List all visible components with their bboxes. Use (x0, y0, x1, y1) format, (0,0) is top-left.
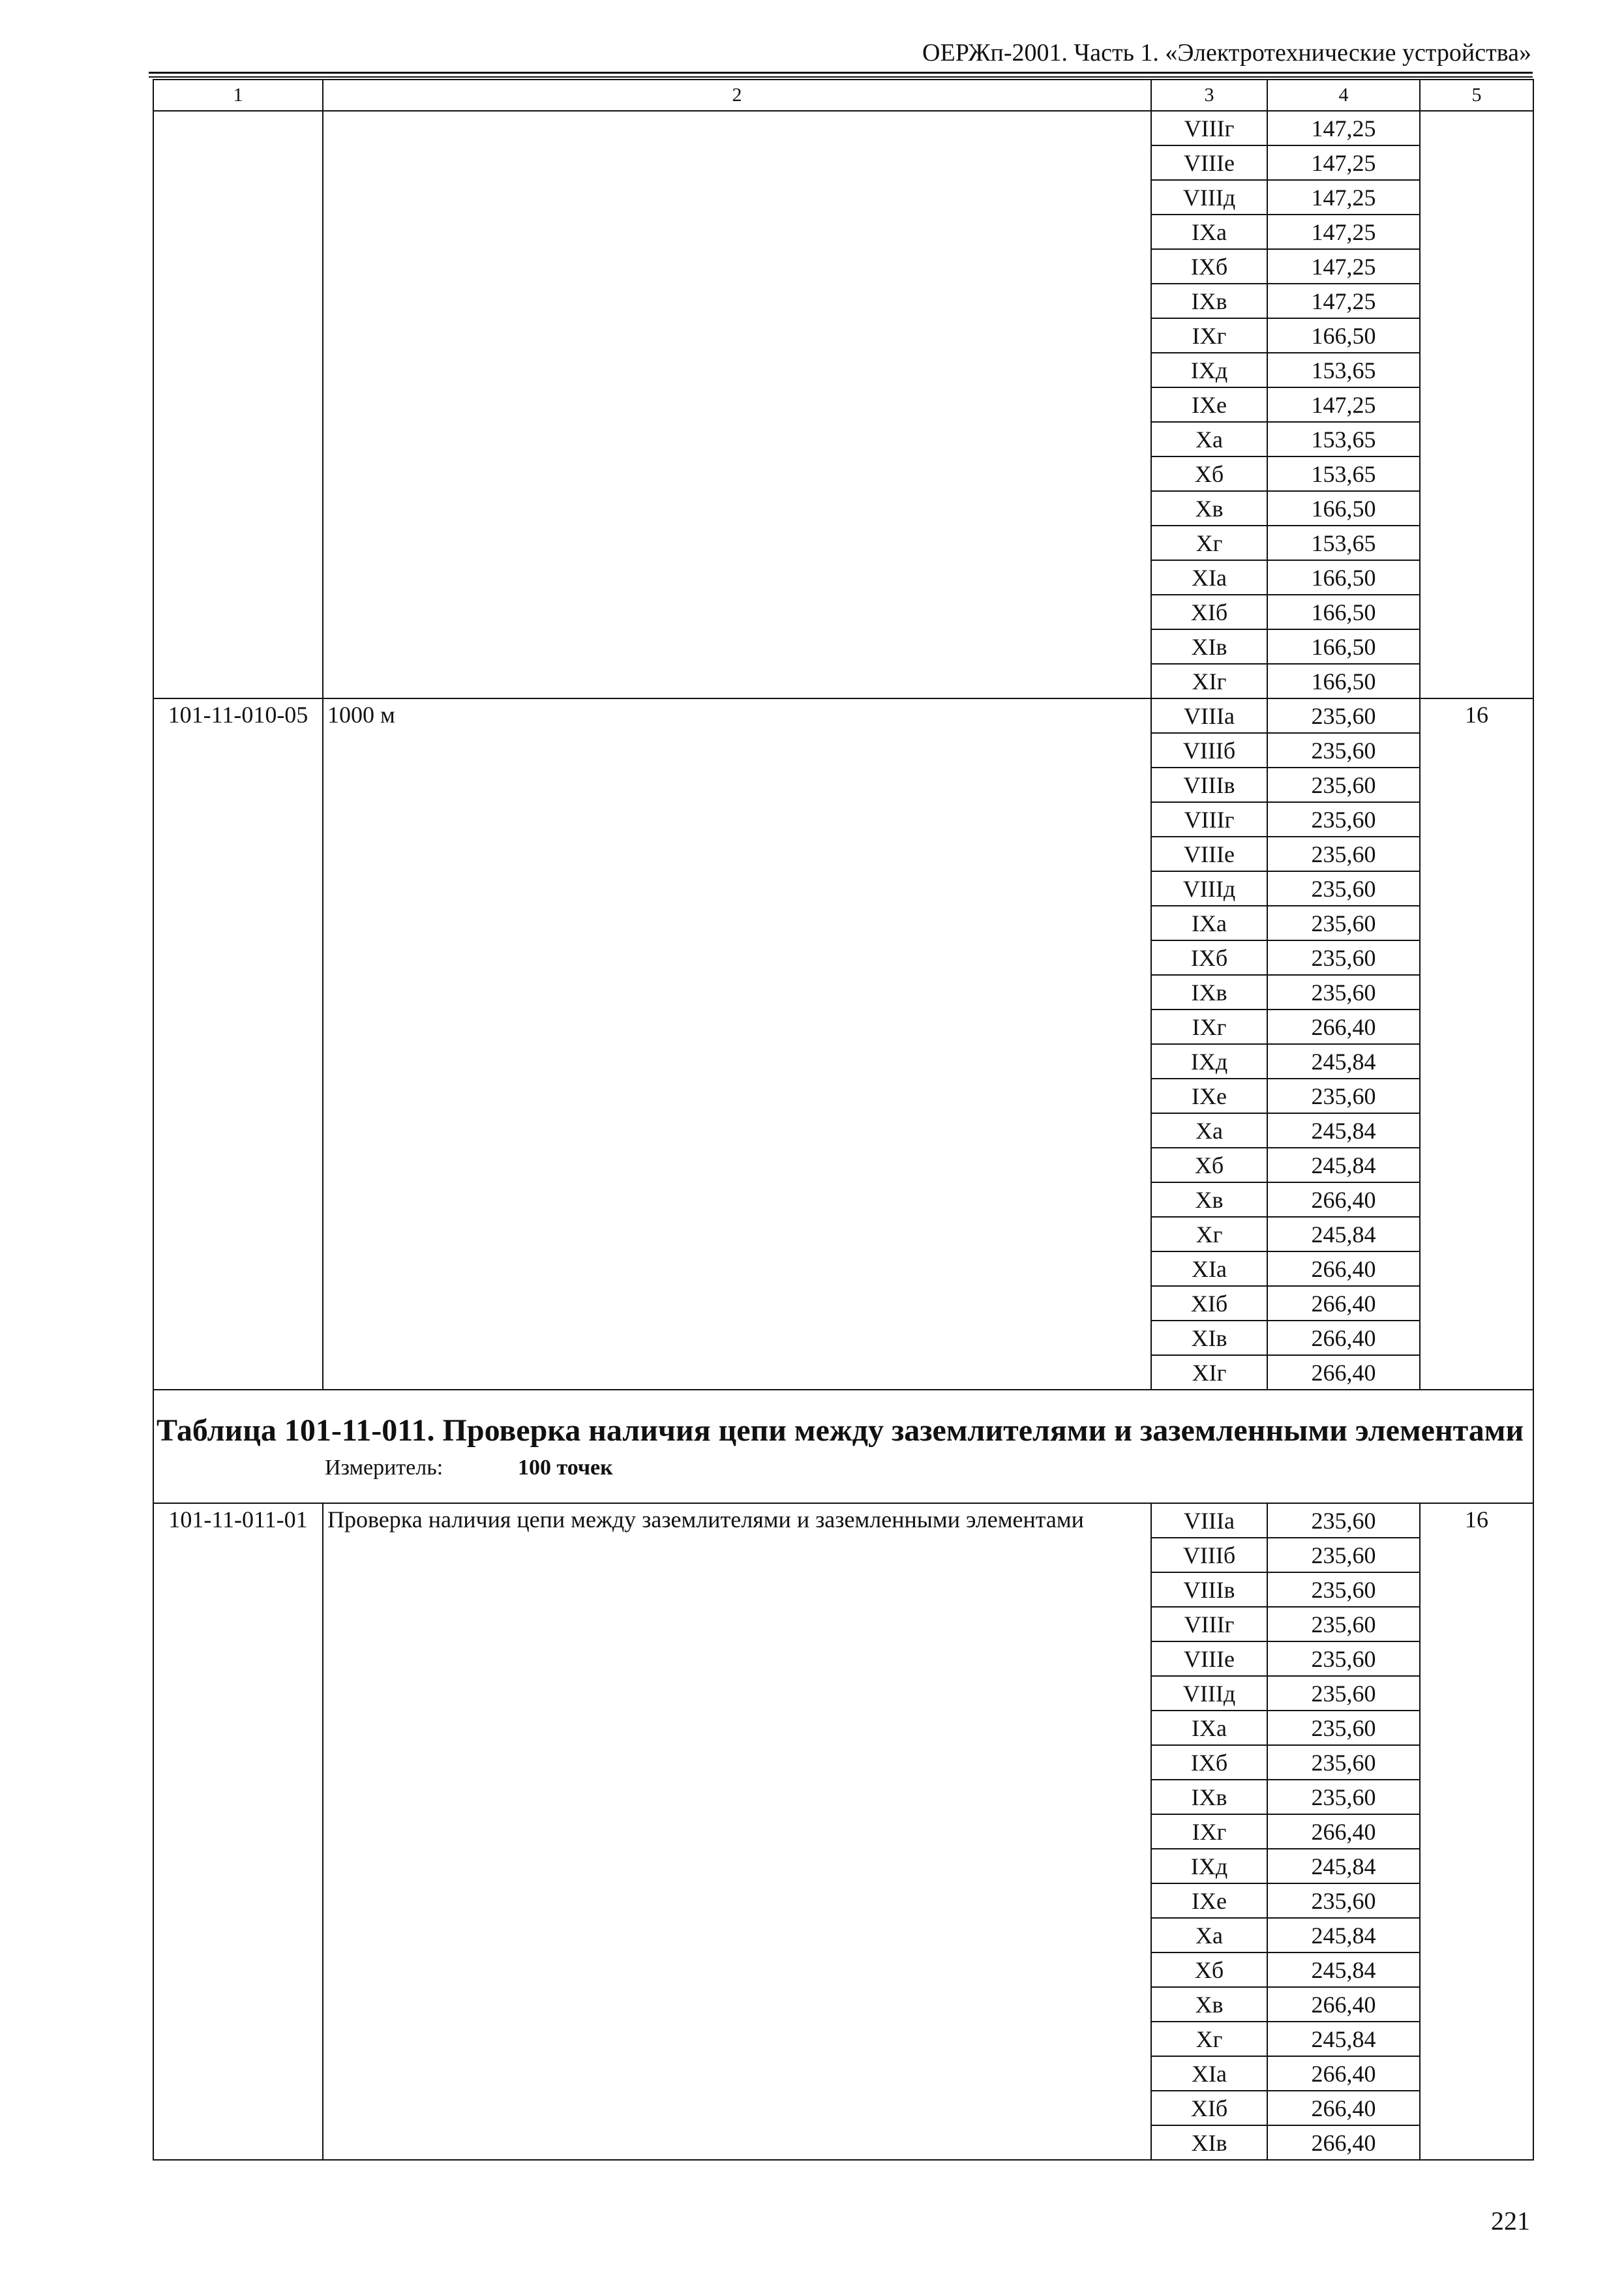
region-code: XIб (1151, 2091, 1267, 2125)
rate-value: 235,60 (1267, 1676, 1420, 1711)
table-title-cell (153, 1390, 1533, 1503)
work-description (323, 111, 1151, 698)
rate-value: 235,60 (1267, 1079, 1420, 1113)
region-code: XIг (1151, 1355, 1267, 1390)
rate-value: 235,60 (1267, 1503, 1420, 1538)
running-header: ОЕРЖп-2001. Часть 1. «Электротехнические устройства» (922, 39, 1531, 67)
rate-value: 235,60 (1267, 1607, 1420, 1641)
rate-value: 235,60 (1267, 1745, 1420, 1780)
region-code: IXа (1151, 1711, 1267, 1745)
rate-value: 166,50 (1267, 491, 1420, 526)
table-title: Таблица 101-11-011. Проверка наличия цепи между заземлителями и заземленными элементами (157, 1413, 1524, 1448)
table-title-row (153, 1390, 1533, 1503)
work-description: 1000 м (323, 698, 1151, 1390)
column-number-row (153, 80, 1533, 111)
region-code: VIIIд (1151, 871, 1267, 906)
rate-value: 266,40 (1267, 1010, 1420, 1044)
region-code: IXе (1151, 1883, 1267, 1918)
region-code: IXа (1151, 906, 1267, 940)
rate-value: 147,25 (1267, 145, 1420, 180)
rate-value: 235,60 (1267, 1883, 1420, 1918)
column-number: 4 (1267, 80, 1420, 111)
rate-value: 245,84 (1267, 2022, 1420, 2056)
region-code: XIа (1151, 1251, 1267, 1286)
rate-value: 266,40 (1267, 1814, 1420, 1849)
region-code: Xг (1151, 1217, 1267, 1251)
region-code: XIг (1151, 664, 1267, 698)
region-code: Xа (1151, 422, 1267, 456)
column-number: 5 (1420, 80, 1533, 111)
rate-value: 235,60 (1267, 837, 1420, 871)
rate-value: 235,60 (1267, 1780, 1420, 1814)
region-code: Xв (1151, 491, 1267, 526)
region-code: IXб (1151, 940, 1267, 975)
rate-value: 166,50 (1267, 664, 1420, 698)
measure-row (154, 1449, 1533, 1484)
region-code: IXд (1151, 1849, 1267, 1883)
table-row (153, 111, 1533, 145)
region-code: XIб (1151, 1286, 1267, 1321)
region-code: XIв (1151, 2125, 1267, 2160)
region-code: IXд (1151, 1044, 1267, 1079)
region-code: VIIIв (1151, 1572, 1267, 1607)
region-code: XIб (1151, 595, 1267, 629)
region-code: Xв (1151, 1987, 1267, 2022)
rate-value: 153,65 (1267, 422, 1420, 456)
region-code: XIа (1151, 2056, 1267, 2091)
region-code: IXд (1151, 353, 1267, 387)
rate-value: 266,40 (1267, 2091, 1420, 2125)
rate-code: 101-11-010-05 (153, 698, 323, 1390)
rate-value: 147,25 (1267, 387, 1420, 422)
rate-value: 235,60 (1267, 802, 1420, 837)
region-code: IXг (1151, 1814, 1267, 1849)
extra-column-value: 16 (1420, 1503, 1533, 2160)
rate-value: 245,84 (1267, 1918, 1420, 1952)
region-code: Xг (1151, 2022, 1267, 2056)
extra-column-value (1420, 111, 1533, 698)
region-code: VIIIд (1151, 180, 1267, 215)
header-rule (149, 72, 1533, 74)
region-code: XIа (1151, 560, 1267, 595)
region-code: IXб (1151, 249, 1267, 284)
region-code: XIв (1151, 1321, 1267, 1355)
rate-value: 147,25 (1267, 180, 1420, 215)
rates-table (153, 79, 1534, 2161)
page-number: 221 (1491, 2206, 1530, 2236)
region-code: VIIIб (1151, 1538, 1267, 1572)
rate-value: 245,84 (1267, 1044, 1420, 1079)
rate-value: 235,60 (1267, 733, 1420, 768)
region-code: VIIIд (1151, 1676, 1267, 1711)
region-code: VIIIг (1151, 802, 1267, 837)
region-code: Xб (1151, 1148, 1267, 1182)
region-code: Xа (1151, 1918, 1267, 1952)
rate-value: 235,60 (1267, 1641, 1420, 1676)
rate-value: 266,40 (1267, 1987, 1420, 2022)
rate-value: 235,60 (1267, 871, 1420, 906)
region-code: Xв (1151, 1182, 1267, 1217)
region-code: VIIIг (1151, 111, 1267, 145)
region-code: IXв (1151, 1780, 1267, 1814)
work-description: Проверка наличия цепи между заземлителями и заземленными элементами (323, 1503, 1151, 2160)
region-code: VIIIа (1151, 698, 1267, 733)
table-row (153, 1503, 1533, 1538)
header-rule-thin (149, 76, 1533, 78)
region-code: Xб (1151, 1952, 1267, 1987)
region-code: VIIIе (1151, 1641, 1267, 1676)
region-code: IXе (1151, 387, 1267, 422)
region-code: IXв (1151, 975, 1267, 1010)
column-number: 3 (1151, 80, 1267, 111)
region-code: VIIIг (1151, 1607, 1267, 1641)
region-code: IXа (1151, 215, 1267, 249)
rate-value: 235,60 (1267, 1538, 1420, 1572)
rate-value: 166,50 (1267, 560, 1420, 595)
rate-value: 153,65 (1267, 526, 1420, 560)
rate-value: 266,40 (1267, 1321, 1420, 1355)
rate-value: 147,25 (1267, 249, 1420, 284)
rate-value: 153,65 (1267, 456, 1420, 491)
rate-value: 245,84 (1267, 1217, 1420, 1251)
rate-value: 266,40 (1267, 1286, 1420, 1321)
rate-value: 235,60 (1267, 1572, 1420, 1607)
rate-value: 266,40 (1267, 2125, 1420, 2160)
rate-value: 235,60 (1267, 975, 1420, 1010)
measure-label: Измеритель: (325, 1455, 444, 1480)
region-code: Xг (1151, 526, 1267, 560)
rate-value: 147,25 (1267, 284, 1420, 318)
rate-value: 147,25 (1267, 111, 1420, 145)
table-row (153, 698, 1533, 733)
rate-value: 235,60 (1267, 906, 1420, 940)
rate-code: 101-11-011-01 (153, 1503, 323, 2160)
rate-value: 245,84 (1267, 1849, 1420, 1883)
region-code: XIв (1151, 629, 1267, 664)
rate-value: 266,40 (1267, 1182, 1420, 1217)
rate-value: 166,50 (1267, 629, 1420, 664)
region-code: Xа (1151, 1113, 1267, 1148)
rate-value: 266,40 (1267, 1251, 1420, 1286)
column-number: 2 (323, 80, 1151, 111)
rate-value: 266,40 (1267, 2056, 1420, 2091)
rate-value: 245,84 (1267, 1952, 1420, 1987)
region-code: VIIIв (1151, 768, 1267, 802)
region-code: VIIIе (1151, 145, 1267, 180)
rate-value: 245,84 (1267, 1148, 1420, 1182)
region-code: IXг (1151, 1010, 1267, 1044)
column-number: 1 (153, 80, 323, 111)
rate-value: 153,65 (1267, 353, 1420, 387)
rate-value: 235,60 (1267, 940, 1420, 975)
region-code: VIIIе (1151, 837, 1267, 871)
region-code: IXе (1151, 1079, 1267, 1113)
rate-code (153, 111, 323, 698)
measure-value: 100 точек (518, 1455, 613, 1480)
rate-value: 245,84 (1267, 1113, 1420, 1148)
rate-value: 166,50 (1267, 595, 1420, 629)
region-code: Xб (1151, 456, 1267, 491)
region-code: IXб (1151, 1745, 1267, 1780)
rate-value: 235,60 (1267, 698, 1420, 733)
rate-value: 266,40 (1267, 1355, 1420, 1390)
rate-value: 235,60 (1267, 1711, 1420, 1745)
rate-value: 235,60 (1267, 768, 1420, 802)
region-code: VIIIб (1151, 733, 1267, 768)
region-code: IXг (1151, 318, 1267, 353)
rate-value: 147,25 (1267, 215, 1420, 249)
region-code: IXв (1151, 284, 1267, 318)
rate-value: 166,50 (1267, 318, 1420, 353)
region-code: VIIIа (1151, 1503, 1267, 1538)
extra-column-value: 16 (1420, 698, 1533, 1390)
